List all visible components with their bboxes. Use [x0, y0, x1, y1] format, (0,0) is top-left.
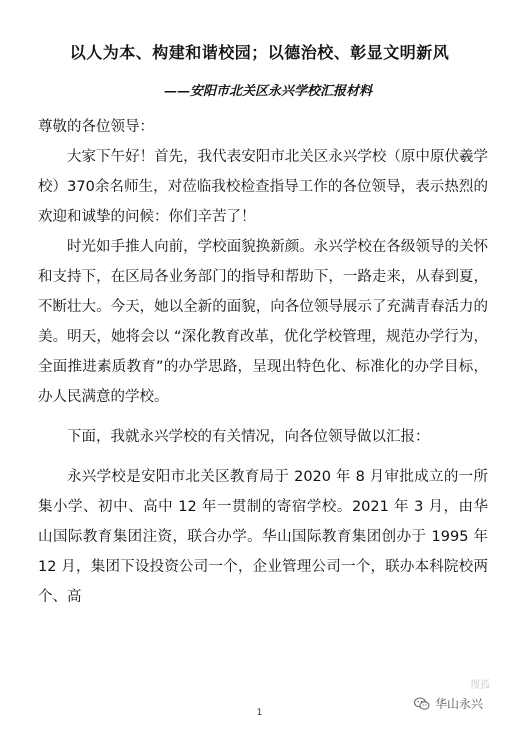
document-subtitle: ——安阳市北关区永兴学校汇报材料	[164, 84, 373, 99]
paragraph-school-overview: 永兴学校是安阳市北关区教育局于 2020 年 8 月审批成立的一所集小学、初中、高中 12 年一贯制的寄宿学校。2021 年 3 月，由华山国际教育集团注资，联合办学。华山国际教育集团创办于 1995 年 12 月，集团下设投资公司一个，企业管理公司一个，联办本科院校两个、高	[38, 469, 488, 605]
wechat-icon	[414, 697, 430, 711]
page-number: 1	[256, 708, 263, 718]
salutation: 尊敬的各位领导：	[38, 119, 154, 135]
wechat-watermark	[414, 695, 483, 712]
paragraph-greeting: 大家下午好！首先，我代表安阳市北关区永兴学校（原中原伏羲学校）370余名师生，对莅临我校检查指导工作的各位领导，表示热烈的欢迎和诚挚的问候：你们辛苦了！	[38, 149, 488, 225]
document-title: 以人为本、构建和谐校园；以德治校、彰显文明新风	[69, 43, 450, 62]
paragraph-report-intro: 下面，我就永兴学校的有关情况，向各位领导做以汇报：	[67, 429, 430, 445]
paragraph-development: 时光如手推人向前，学校面貌换新颜。永兴学校在各级领导的关怀和支持下，在区局各业务部门的指导和帮助下，一路走来，从春到夏，不断壮大。今天，她以全新的面貌，向各位领导展示了充满青春活力的美。明天，她将会以 “深化教育改革，优化学校管理，规范办学行为，全面推进素质教育”的办学思路，呈现出特色化、标准化的办学目标，办人民满意的学校。	[38, 239, 488, 405]
faint-watermark-text: 搜狐	[470, 680, 490, 691]
document-body	[38, 112, 488, 612]
watermark-account-name: 华山永兴	[435, 697, 484, 711]
